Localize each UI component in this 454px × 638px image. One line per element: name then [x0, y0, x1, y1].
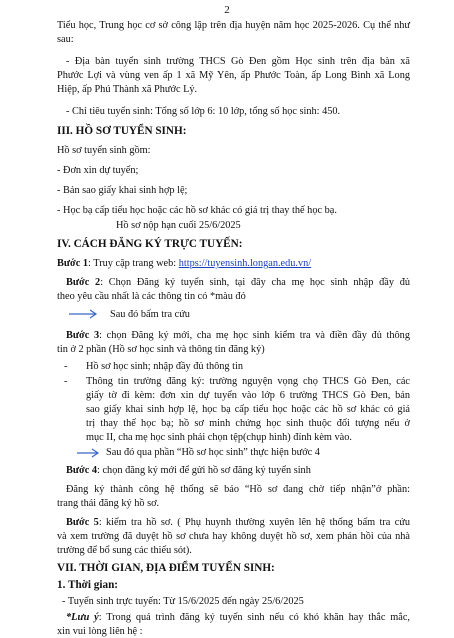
step-3-line-2: tin ở 2 phần (Hồ sơ học sinh và thông tin đăng ký) [57, 344, 265, 355]
bullet-dash: - [64, 376, 68, 387]
step-5-line-2: và xem trường đã duyệt hồ sơ chưa hay không duyệt hồ sơ, xem phản hồi của nhà [57, 531, 410, 542]
step-5-line-3: trường để bổ sung các thiếu sót). [57, 545, 192, 556]
intro-line-1: Tiểu học, Trung học cơ sở công lập trên địa huyện năm học 2025-2026. Cụ thể như [57, 20, 410, 31]
step-3-item-2-line-4: trị thay thế học bạ; hồ sơ minh chứng học sinh thuộc đối tượng nếu ở [86, 418, 410, 429]
step-4-text: : chọn đăng ký mới để gửi hồ sơ đăng ký tuyển sinh [97, 465, 311, 476]
intro-line-2: sau: [57, 34, 74, 45]
step-3-text: : chọn Đăng ký mới, cha mẹ học sinh kiểm tra và điền đầy đủ thông [99, 330, 410, 341]
section-7-heading: VII. THỜI GIAN, ĐỊA ĐIỂM TUYỂN SINH: [57, 562, 275, 574]
step-1-text: : Truy cập trang web: [88, 258, 179, 269]
note-label: *Lưu ý [66, 612, 99, 623]
step-2-label: Bước 2 [66, 277, 101, 288]
quota-line: - Chỉ tiêu tuyển sinh: Tổng số lớp 6: 10 lớp, tổng số học sinh: 450. [66, 106, 341, 117]
step-2-line-2: theo yêu cầu nhất là các thông tin có *màu đỏ [57, 291, 246, 302]
deadline-line: Hồ sơ nộp hạn cuối 25/6/2025 [116, 220, 241, 231]
step-4-label: Bước 4 [66, 465, 98, 476]
step-3-item-2-line-5: mục II, cha mẹ học sinh phải chọn tệp(chụp hình) đính kèm vào. [86, 432, 352, 443]
step-1-label: Bước 1 [57, 258, 89, 269]
section-7-sub-heading: 1. Thời gian: [57, 579, 119, 591]
page-number: 2 [224, 4, 230, 16]
step-3-item-1: Hồ sơ học sinh; nhập đầy đủ thông tin [86, 361, 244, 372]
step-2-line-1 [66, 277, 410, 289]
online-period-line: - Tuyển sinh trực tuyến: Từ 15/6/2025 đến ngày 25/6/2025 [62, 596, 304, 607]
section-4-heading: IV. CÁCH ĐĂNG KÝ TRỰC TUYẾN: [57, 238, 243, 250]
step-2-after: Sau đó bấm tra cứu [110, 309, 190, 320]
step-1-line [57, 258, 410, 270]
section-3-intro: Hồ sơ tuyển sinh gồm: [57, 145, 151, 156]
registration-link[interactable]: https://tuyensinh.longan.edu.vn/ [178, 258, 312, 269]
step-5-line-1 [66, 517, 410, 529]
success-line-1: Đăng ký thành công hệ thống sẽ báo “Hồ sơ đang chờ tiếp nhận”ở phần: [66, 484, 410, 495]
step-4-line [66, 465, 410, 477]
area-line-3: Hiệp, ấp Phú Thành xã Phước Lý. [57, 84, 198, 95]
bullet-dash: - [64, 361, 68, 372]
document-item-3: - Học bạ cấp tiểu học hoặc các hồ sơ khác có giá trị thay thế học bạ. [57, 205, 337, 216]
step-3-item-2-line-1: Thông tin trường đăng ký: trường nguyện vọng chọ THCS Gò Đen, các [86, 376, 410, 387]
step-3-label: Bước 3 [66, 330, 100, 341]
step-3-item-2-line-3: sao giấy khai sinh hợp lệ, học bạ cấp tiểu học hoặc các hồ sơ khác có giá [86, 404, 410, 415]
document-item-1: - Đơn xin dự tuyển; [57, 165, 139, 176]
note-line-2: xin vui lòng liên hệ : [57, 626, 143, 637]
step-3-item-2-line-2: giấy tờ đi kèm: đơn xin dự tuyển vào lớp 6 trường THCS Gò Đen, bản [86, 390, 410, 401]
area-line-1: - Địa bàn tuyển sinh trường THCS Gò Đen gồm Học sinh trên địa bàn xã [66, 56, 410, 67]
note-line-1 [66, 612, 410, 624]
arrow-right-icon [76, 448, 102, 458]
step-5-text: : kiểm tra hồ sơ. ( Phụ huynh thường xuyên lên hệ thống bấm tra cứu [98, 517, 411, 528]
step-3-line-1 [66, 330, 410, 342]
step-2-text: : Chọn Đăng ký tuyển sinh, tại đây cha mẹ học sinh nhập đầy đủ [100, 277, 410, 288]
note-text: : Trong quá trình đăng ký tuyển sinh nếu có khó khăn hay thắc mắc, [98, 612, 410, 623]
section-3-heading: III. HỒ SƠ TUYỂN SINH: [57, 125, 187, 137]
arrow-right-icon [68, 309, 100, 319]
document-item-2: - Bản sao giấy khai sinh hợp lệ; [57, 185, 188, 196]
success-line-2: trang thái đăng ký hồ sơ. [57, 498, 160, 509]
step-3-after: Sau đó qua phần “Hồ sơ học sinh” thực hiện bước 4 [106, 447, 320, 458]
area-line-2: Phước Lợi và vùng ven ấp 1 xã Mỹ Yên, ấp Phước Toàn, ấp Long Bình xã Long [57, 70, 410, 81]
step-5-label: Bước 5 [66, 517, 99, 528]
